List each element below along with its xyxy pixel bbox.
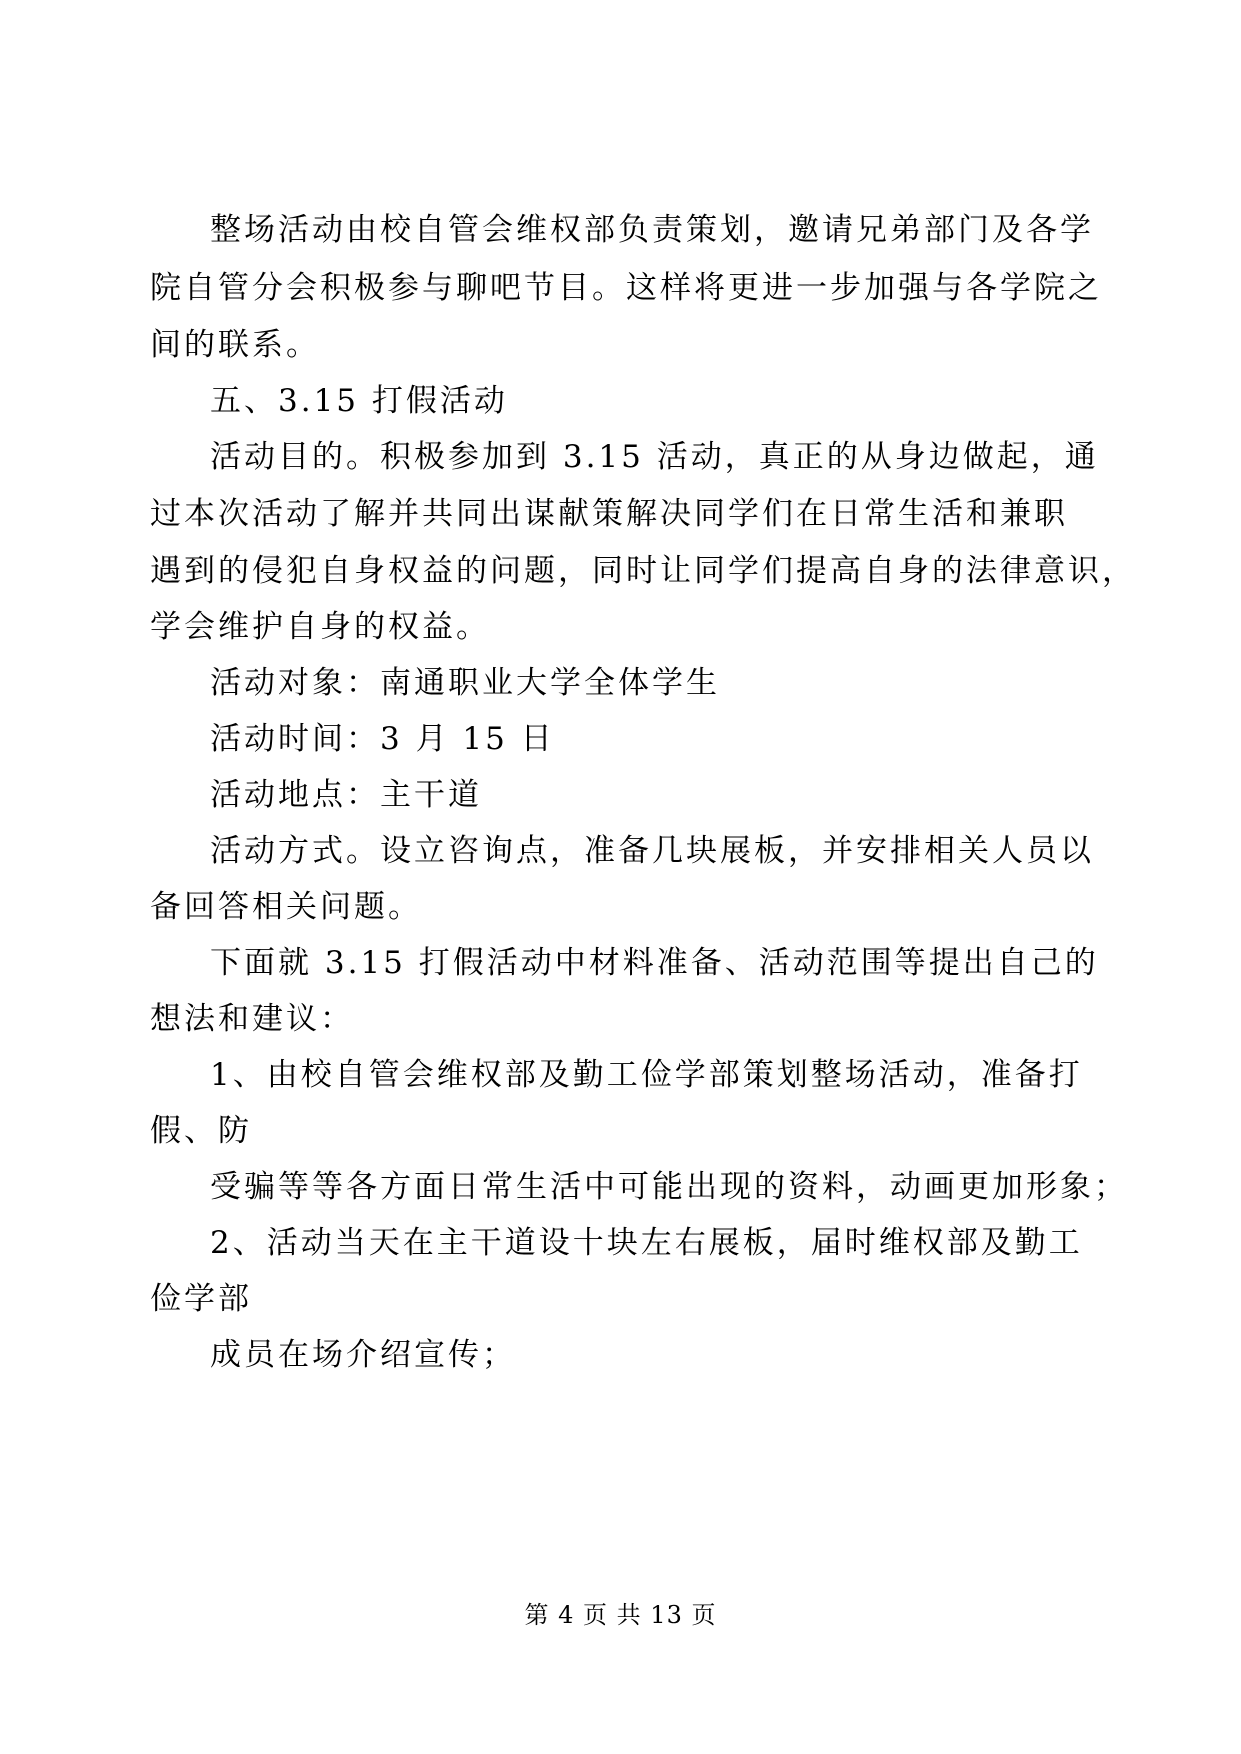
page-footer: 第 4 页 共 13 页	[524, 1601, 717, 1629]
text-line: 活动对象：南通职业大学全体学生	[210, 665, 720, 701]
text-line: 活动方式。设立咨询点，准备几块展板，并安排相关人员以	[210, 833, 1094, 869]
text-line: 下面就 3.15 打假活动中材料准备、活动范围等提出自己的	[210, 945, 1099, 981]
text-line: 院自管分会积极参与聊吧节目。这样将更进一步加强与各学院之	[150, 270, 1102, 306]
text-line: 1、由校自管会维权部及勤工俭学部策划整场活动，准备打	[210, 1057, 1083, 1093]
text-line: 遇到的侵犯自身权益的问题，同时让同学们提高自身的法律意识，	[150, 553, 1136, 589]
text-line: 学会维护自身的权益。	[150, 609, 490, 645]
text-line: 假、防	[150, 1113, 252, 1149]
text-line: 活动时间：3 月 15 日	[210, 721, 555, 757]
text-line: 活动目的。积极参加到 3.15 活动，真正的从身边做起，通	[210, 439, 1099, 475]
text-line: 受骗等等各方面日常生活中可能出现的资料，动画更加形象；	[210, 1169, 1128, 1205]
text-line: 整场活动由校自管会维权部负责策划，邀请兄弟部门及各学	[210, 212, 1094, 248]
text-line: 成员在场介绍宣传；	[210, 1337, 516, 1373]
section-heading: 五、3.15 打假活动	[210, 383, 508, 419]
text-line: 间的联系。	[150, 327, 320, 363]
text-line: 活动地点：主干道	[210, 777, 482, 813]
text-line: 备回答相关问题。	[150, 889, 422, 925]
text-line: 过本次活动了解并共同出谋献策解决同学们在日常生活和兼职	[150, 496, 1068, 532]
text-line: 想法和建议：	[150, 1001, 354, 1037]
text-line: 2、活动当天在主干道设十块左右展板，届时维权部及勤工	[210, 1225, 1083, 1261]
text-line: 俭学部	[150, 1281, 252, 1317]
